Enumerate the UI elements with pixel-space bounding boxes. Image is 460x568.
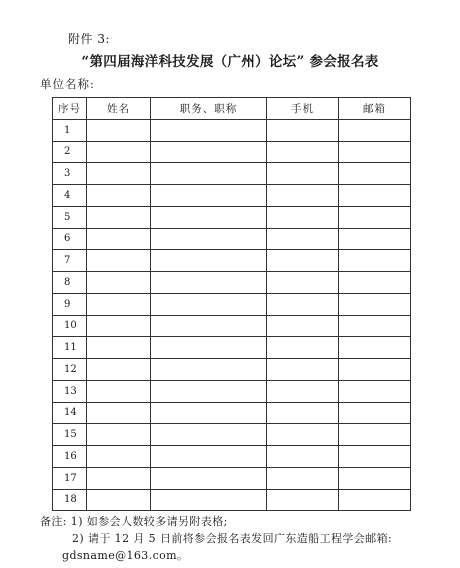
name-cell[interactable] — [87, 489, 151, 511]
mobile-cell[interactable] — [267, 141, 339, 163]
table-row — [53, 337, 411, 359]
table-body — [53, 119, 411, 511]
table-row — [53, 402, 411, 424]
row-index: 1 — [53, 119, 87, 141]
position-cell[interactable] — [151, 402, 267, 424]
email-cell[interactable] — [339, 250, 411, 272]
mobile-cell[interactable] — [267, 250, 339, 272]
table-row — [53, 293, 411, 315]
table-row — [53, 424, 411, 446]
position-cell[interactable] — [151, 359, 267, 381]
name-cell[interactable] — [87, 250, 151, 272]
email-cell[interactable] — [339, 467, 411, 489]
mobile-cell[interactable] — [267, 272, 339, 294]
row-index: 16 — [53, 446, 87, 468]
position-cell[interactable] — [151, 467, 267, 489]
row-index: 4 — [53, 185, 87, 207]
table-row — [53, 489, 411, 511]
table-row — [53, 380, 411, 402]
position-cell[interactable] — [151, 293, 267, 315]
row-index: 6 — [53, 228, 87, 250]
table-row — [53, 185, 411, 207]
mobile-cell[interactable] — [267, 446, 339, 468]
position-cell[interactable] — [151, 141, 267, 163]
note-line-3: gdsname@163.com。 — [62, 549, 189, 562]
mobile-cell[interactable] — [267, 380, 339, 402]
table-row — [53, 467, 411, 489]
name-cell[interactable] — [87, 163, 151, 185]
position-cell[interactable] — [151, 206, 267, 228]
row-index: 14 — [53, 402, 87, 424]
position-cell[interactable] — [151, 424, 267, 446]
table-row — [53, 446, 411, 468]
row-index: 7 — [53, 250, 87, 272]
name-cell[interactable] — [87, 206, 151, 228]
row-index: 2 — [53, 141, 87, 163]
row-index: 3 — [53, 163, 87, 185]
mobile-cell[interactable] — [267, 206, 339, 228]
attachment-label: 附件 3: — [68, 32, 110, 46]
row-index: 9 — [53, 293, 87, 315]
position-cell[interactable] — [151, 315, 267, 337]
name-cell[interactable] — [87, 380, 151, 402]
email-cell[interactable] — [339, 228, 411, 250]
table-row — [53, 359, 411, 381]
row-index: 18 — [53, 489, 87, 511]
mobile-cell[interactable] — [267, 489, 339, 511]
mobile-cell[interactable] — [267, 228, 339, 250]
position-cell[interactable] — [151, 185, 267, 207]
email-cell[interactable] — [339, 206, 411, 228]
email-cell[interactable] — [339, 293, 411, 315]
name-cell[interactable] — [87, 119, 151, 141]
name-cell[interactable] — [87, 424, 151, 446]
name-cell[interactable] — [87, 185, 151, 207]
name-cell[interactable] — [87, 141, 151, 163]
table-row — [53, 228, 411, 250]
name-cell[interactable] — [87, 315, 151, 337]
email-cell[interactable] — [339, 337, 411, 359]
header-name: 姓名 — [87, 98, 151, 120]
mobile-cell[interactable] — [267, 359, 339, 381]
name-cell[interactable] — [87, 402, 151, 424]
email-cell[interactable] — [339, 163, 411, 185]
table-row — [53, 119, 411, 141]
position-cell[interactable] — [151, 446, 267, 468]
email-cell[interactable] — [339, 424, 411, 446]
table-row — [53, 272, 411, 294]
email-cell[interactable] — [339, 402, 411, 424]
row-index: 15 — [53, 424, 87, 446]
email-cell[interactable] — [339, 119, 411, 141]
header-position-title: 职务、职称 — [151, 98, 267, 120]
note-line-2: 2) 请于 12 月 5 日前将参会报名表发回广东造船工程学会邮箱: — [72, 532, 393, 545]
mobile-cell[interactable] — [267, 315, 339, 337]
email-cell[interactable] — [339, 359, 411, 381]
unit-name-label: 单位名称: — [40, 77, 95, 91]
row-index: 17 — [53, 467, 87, 489]
row-index: 5 — [53, 206, 87, 228]
header-mobile: 手机 — [267, 98, 339, 120]
table-row — [53, 163, 411, 185]
position-cell[interactable] — [151, 163, 267, 185]
position-cell[interactable] — [151, 272, 267, 294]
name-cell[interactable] — [87, 272, 151, 294]
mobile-cell[interactable] — [267, 337, 339, 359]
position-cell[interactable] — [151, 250, 267, 272]
mobile-cell[interactable] — [267, 119, 339, 141]
notes — [40, 513, 392, 564]
mobile-cell[interactable] — [267, 424, 339, 446]
header-email: 邮箱 — [339, 98, 411, 120]
email-cell[interactable] — [339, 446, 411, 468]
mobile-cell[interactable] — [267, 467, 339, 489]
position-cell[interactable] — [151, 489, 267, 511]
name-cell[interactable] — [87, 337, 151, 359]
name-cell[interactable] — [87, 293, 151, 315]
position-cell[interactable] — [151, 337, 267, 359]
note-line-1: 备注: 1) 如参会人数较多请另附表格; — [40, 515, 228, 528]
email-cell[interactable] — [339, 489, 411, 511]
mobile-cell[interactable] — [267, 185, 339, 207]
row-index: 11 — [53, 337, 87, 359]
mobile-cell[interactable] — [267, 163, 339, 185]
email-cell[interactable] — [339, 185, 411, 207]
email-cell[interactable] — [339, 272, 411, 294]
mobile-cell[interactable] — [267, 402, 339, 424]
header-index: 序号 — [53, 98, 87, 120]
position-cell[interactable] — [151, 119, 267, 141]
email-cell[interactable] — [339, 315, 411, 337]
table-row — [53, 141, 411, 163]
email-cell[interactable] — [339, 380, 411, 402]
row-index: 13 — [53, 380, 87, 402]
table-row — [53, 250, 411, 272]
position-cell[interactable] — [151, 380, 267, 402]
position-cell[interactable] — [151, 228, 267, 250]
mobile-cell[interactable] — [267, 293, 339, 315]
name-cell[interactable] — [87, 446, 151, 468]
name-cell[interactable] — [87, 467, 151, 489]
row-index: 12 — [53, 359, 87, 381]
table-row — [53, 315, 411, 337]
name-cell[interactable] — [87, 359, 151, 381]
table-row — [53, 206, 411, 228]
name-cell[interactable] — [87, 228, 151, 250]
table-header-row — [53, 98, 411, 120]
row-index: 10 — [53, 315, 87, 337]
row-index: 8 — [53, 272, 87, 294]
email-cell[interactable] — [339, 141, 411, 163]
registration-table — [52, 97, 411, 511]
form-title: “第四届海洋科技发展（广州）论坛” 参会报名表 — [81, 54, 379, 70]
